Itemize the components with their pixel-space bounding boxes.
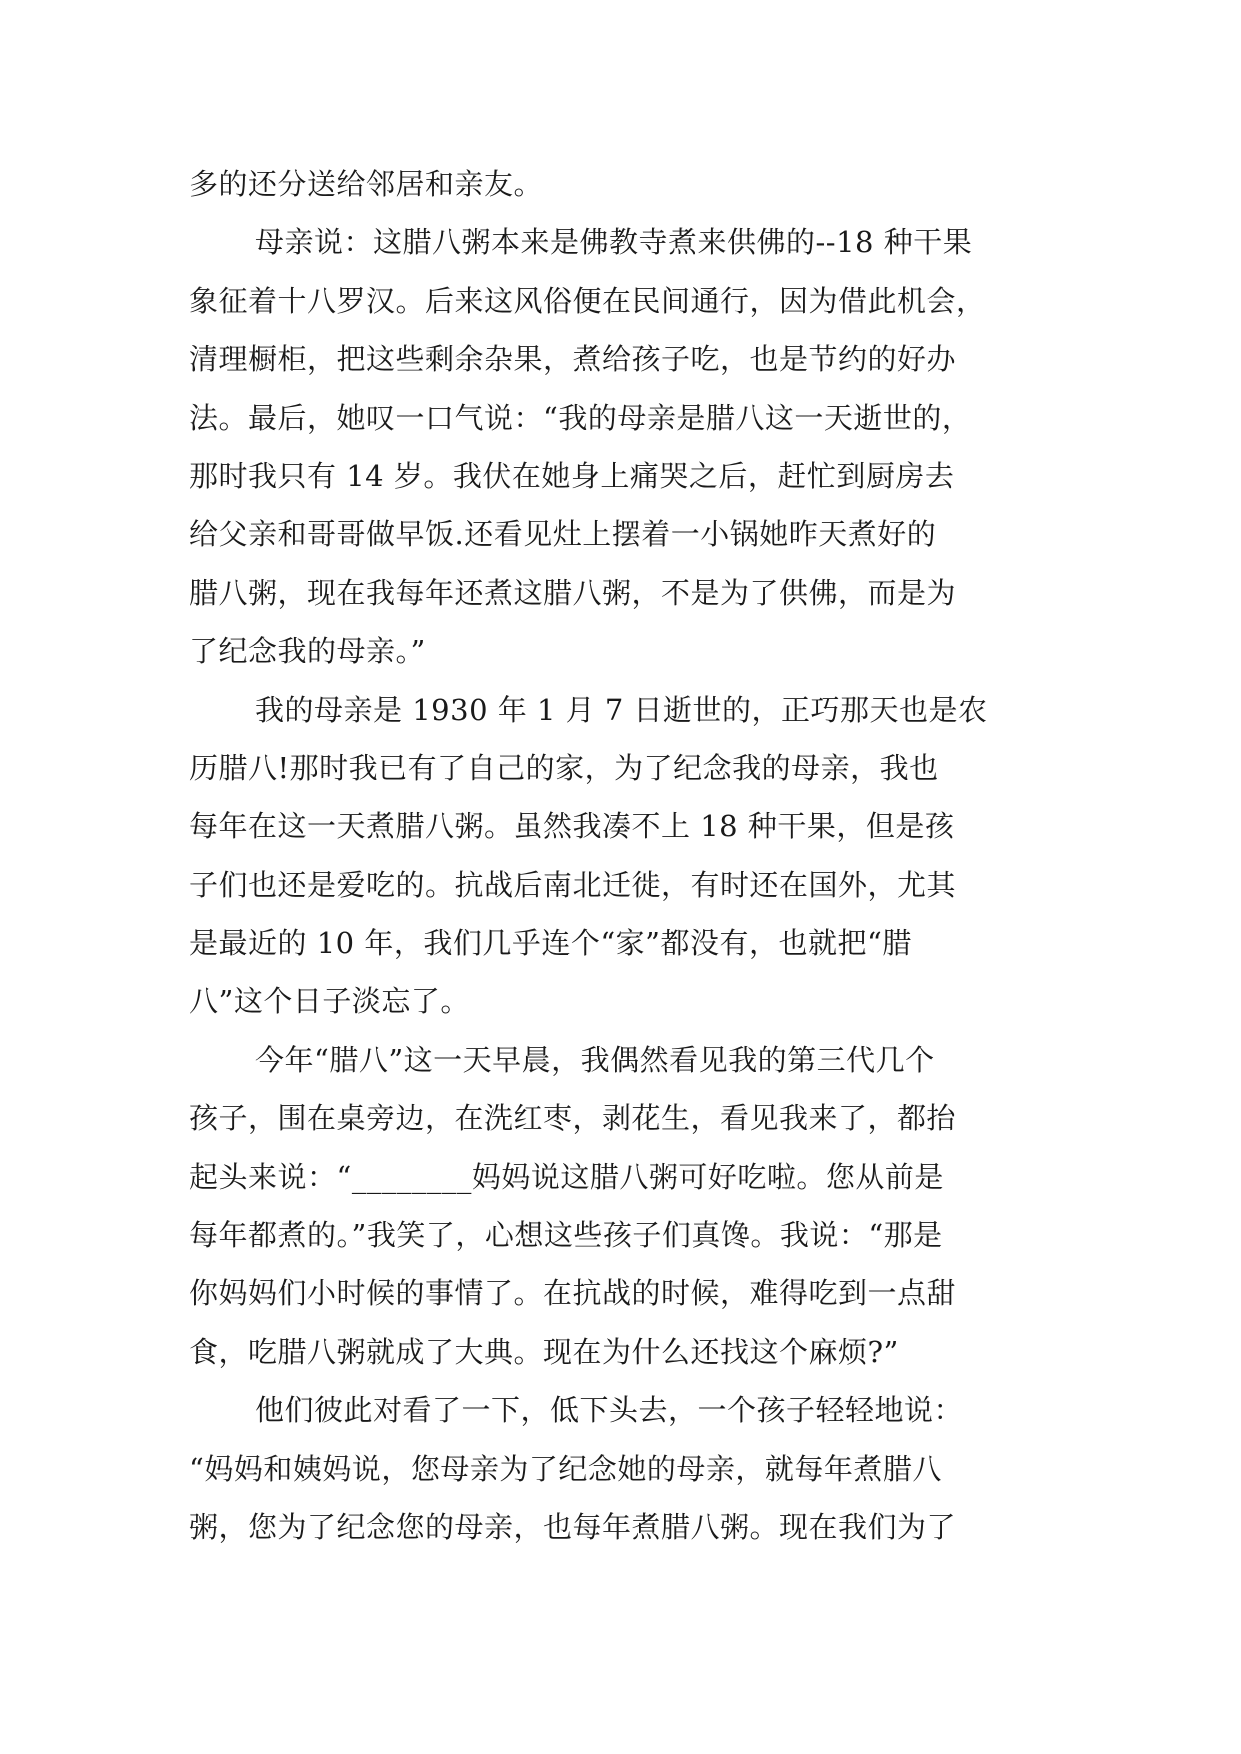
text-line-15: 八”这个日子淡忘了。 [189,984,470,1019]
text-line-14: 是最近的 10 年，我们几乎连个“家”都没有，也就把“腊 [189,926,912,961]
text-line-19: 每年都煮的。”我笑了，心想这些孩子们真馋。我说：“那是 [189,1218,943,1253]
text-line-10: 我的母亲是 1930 年 1 月 7 日逝世的，正巧那天也是农 [255,692,988,727]
text-line-18: 起头来说：“________妈妈说这腊八粥可好吃啦。您从前是 [189,1159,944,1194]
text-line-8: 腊八粥，现在我每年还煮这腊八粥，不是为了供佛，而是为 [189,575,957,610]
document-body [189,155,1059,1556]
text-line-6: 那时我只有 14 岁。我伏在她身上痛哭之后，赶忙到厨房去 [189,458,955,493]
text-line-21: 食，吃腊八粥就成了大典。现在为什么还找这个麻烦?” [189,1334,899,1369]
text-line-11: 历腊八!那时我已有了自己的家，为了纪念我的母亲，我也 [189,750,939,785]
text-line-3: 象征着十八罗汉。后来这风俗便在民间通行，因为借此机会， [189,283,986,318]
text-line-23: “妈妈和姨妈说，您母亲为了纪念她的母亲，就每年煮腊八 [189,1451,942,1486]
text-line-13: 子们也还是爱吃的。抗战后南北迁徙，有时还在国外，尤其 [189,867,957,902]
text-line-22: 他们彼此对看了一下，低下头去，一个孩子轻轻地说： [255,1393,964,1428]
text-line-4: 清理橱柜，把这些剩余杂果，煮给孩子吃，也是节约的好办 [189,342,957,377]
text-line-12: 每年在这一天煮腊八粥。虽然我凑不上 18 种干果，但是孩 [189,809,955,844]
text-line-17: 孩子，围在桌旁边，在洗红枣，剥花生，看见我来了，都抬 [189,1101,957,1136]
text-line-9: 了纪念我的母亲。” [189,634,426,669]
text-line-16: 今年“腊八”这一天早晨，我偶然看见我的第三代几个 [255,1042,935,1077]
text-line-5: 法。最后，她叹一口气说：“我的母亲是腊八这一天逝世的， [189,400,972,435]
text-line-2: 母亲说：这腊八粥本来是佛教寺煮来供佛的--18 种干果 [255,225,973,260]
text-line-1: 多的还分送给邻居和亲友。 [189,167,544,201]
text-line-24: 粥，您为了纪念您的母亲，也每年煮腊八粥。现在我们为了 [189,1509,957,1544]
text-line-20: 你妈妈们小时候的事情了。在抗战的时候，难得吃到一点甜 [189,1276,957,1311]
text-line-7: 给父亲和哥哥做早饭.还看见灶上摆着一小锅她昨天煮好的 [189,517,937,552]
